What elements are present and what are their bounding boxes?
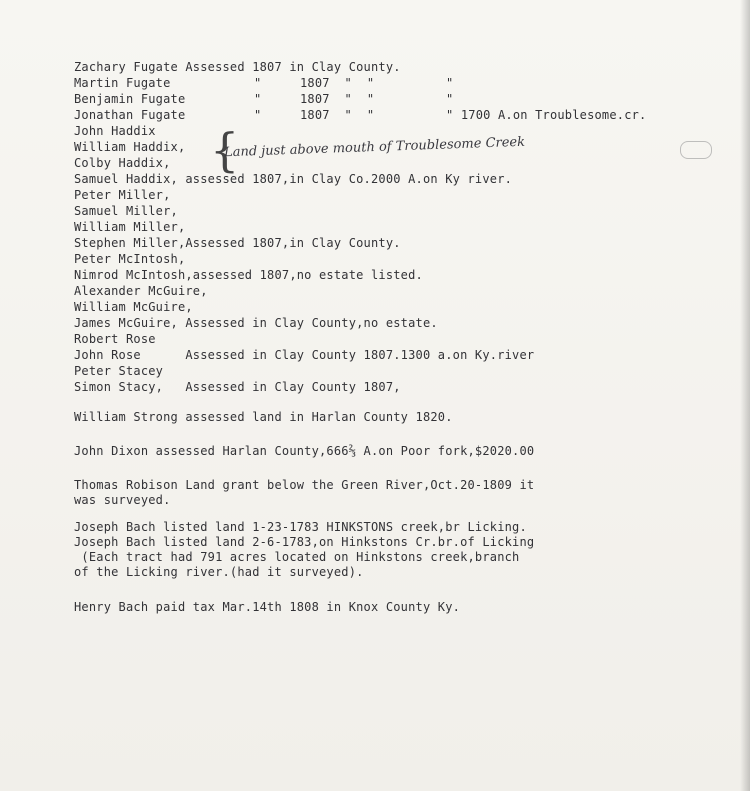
- entry-samuel-haddix: Samuel Haddix, assessed 1807,in Clay Co.2000 A.on Ky river.: [74, 172, 513, 186]
- paragraph-william-strong: William Strong assessed land in Harlan County 1820.: [74, 410, 453, 424]
- paragraph-joseph-bach-line1: Joseph Bach listed land 1-23-1783 HINKSTONS creek,br Licking.: [74, 520, 527, 534]
- ditto-mark: ": [254, 76, 262, 90]
- entry-martin-fugate-name: Martin Fugate: [74, 76, 171, 90]
- paragraph-joseph-bach-line2: Joseph Bach listed land 2-6-1783,on Hinkstons Cr.br.of Licking: [74, 535, 535, 549]
- haddix-brace: {: [210, 123, 240, 177]
- entry-benjamin-fugate-name: Benjamin Fugate: [74, 92, 186, 106]
- entry-james-mcguire: James McGuire, Assessed in Clay County,no estate.: [74, 316, 438, 330]
- entry-alexander-mcguire: Alexander McGuire,: [74, 284, 208, 298]
- entry-samuel-miller: Samuel Miller,: [74, 204, 178, 218]
- entry-john-haddix: John Haddix: [74, 124, 156, 138]
- entry-colby-haddix: Colby Haddix,: [74, 156, 171, 170]
- handwritten-note: Land just above mouth of Troublesome Creek: [223, 134, 526, 161]
- entry-zachary-fugate: Zachary Fugate Assessed 1807 in Clay County.: [74, 60, 401, 74]
- entry-peter-mcintosh: Peter McIntosh,: [74, 252, 186, 266]
- entry-stephen-miller: Stephen Miller,Assessed 1807,in Clay County.: [74, 236, 401, 250]
- entry-jonathan-fugate-year: 1807 " ": [300, 108, 375, 122]
- paragraph-henry-bach: Henry Bach paid tax Mar.14th 1808 in Knox County Ky.: [74, 600, 461, 614]
- ditto-mark: ": [446, 76, 454, 90]
- paragraph-thomas-robison-line1: Thomas Robison Land grant below the Green River,Oct.20-1809 it: [74, 478, 535, 492]
- paragraph-joseph-bach-line4: of the Licking river.(had it surveyed).: [74, 565, 364, 579]
- entry-peter-stacey: Peter Stacey: [74, 364, 164, 378]
- entry-simon-stacy: Simon Stacy, Assessed in Clay County 1807,: [74, 380, 401, 394]
- entry-john-rose: John Rose Assessed in Clay County 1807.1300 a.on Ky.river: [74, 348, 535, 362]
- entry-nimrod-mcintosh: Nimrod McIntosh,assessed 1807,no estate listed.: [74, 268, 423, 282]
- ditto-mark: ": [254, 92, 262, 106]
- entry-benjamin-fugate-year: 1807 " ": [300, 92, 375, 106]
- entry-peter-miller: Peter Miller,: [74, 188, 171, 202]
- entry-william-haddix: William Haddix,: [74, 140, 186, 154]
- entry-jonathan-fugate-name: Jonathan Fugate: [74, 108, 186, 122]
- entry-martin-fugate-year: 1807 " ": [300, 76, 375, 90]
- faint-stamp: [680, 141, 712, 159]
- ditto-mark: ": [254, 108, 262, 122]
- paragraph-thomas-robison-line2: was surveyed.: [74, 493, 171, 507]
- entry-jonathan-fugate-land: " 1700 A.on Troublesome.cr.: [446, 108, 647, 122]
- paragraph-joseph-bach-line3: (Each tract had 791 acres located on Hinkstons creek,branch: [74, 550, 520, 564]
- entry-robert-rose: Robert Rose: [74, 332, 156, 346]
- page-edge-shadow: [740, 0, 750, 791]
- entry-william-mcguire: William McGuire,: [74, 300, 193, 314]
- entry-william-miller: William Miller,: [74, 220, 186, 234]
- ditto-mark: ": [446, 92, 454, 106]
- paragraph-john-dixon: John Dixon assessed Harlan County,666⅔ A.on Poor fork,$2020.00: [74, 444, 535, 458]
